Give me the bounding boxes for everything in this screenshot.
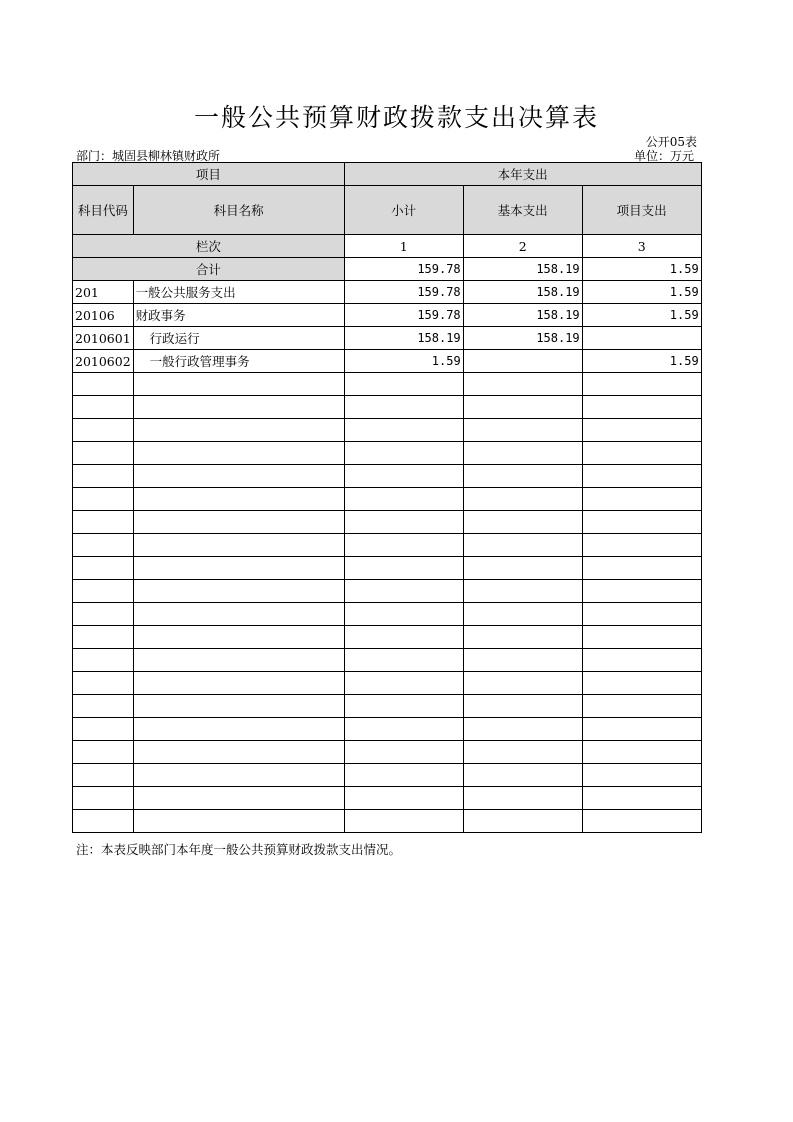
empty-cell bbox=[582, 442, 701, 465]
empty-cell bbox=[73, 488, 134, 511]
cell-basic: 158.19 bbox=[463, 304, 582, 327]
empty-cell bbox=[463, 603, 582, 626]
empty-cell bbox=[73, 810, 134, 833]
empty-row bbox=[73, 764, 702, 787]
cell-code: 2010602 bbox=[73, 350, 134, 373]
cell-basic: 158.19 bbox=[463, 327, 582, 350]
empty-row bbox=[73, 695, 702, 718]
cell-code: 2010601 bbox=[73, 327, 134, 350]
empty-cell bbox=[73, 741, 134, 764]
empty-cell bbox=[133, 534, 344, 557]
empty-cell bbox=[73, 695, 134, 718]
total-subtotal: 159.78 bbox=[344, 258, 463, 281]
empty-row bbox=[73, 488, 702, 511]
empty-cell bbox=[463, 511, 582, 534]
empty-cell bbox=[133, 511, 344, 534]
empty-cell bbox=[463, 373, 582, 396]
empty-cell bbox=[344, 373, 463, 396]
empty-cell bbox=[344, 580, 463, 603]
empty-cell bbox=[463, 741, 582, 764]
empty-cell bbox=[463, 580, 582, 603]
empty-cell bbox=[463, 695, 582, 718]
cell-subtotal: 159.78 bbox=[344, 281, 463, 304]
empty-cell bbox=[582, 534, 701, 557]
total-basic: 158.19 bbox=[463, 258, 582, 281]
empty-cell bbox=[463, 465, 582, 488]
empty-cell bbox=[463, 718, 582, 741]
empty-cell bbox=[344, 488, 463, 511]
empty-cell bbox=[582, 718, 701, 741]
empty-cell bbox=[73, 649, 134, 672]
header-project-exp: 项目支出 bbox=[582, 186, 701, 235]
total-label: 合计 bbox=[73, 258, 345, 281]
empty-cell bbox=[344, 465, 463, 488]
empty-cell bbox=[133, 741, 344, 764]
empty-cell bbox=[582, 488, 701, 511]
index-2: 2 bbox=[463, 235, 582, 258]
empty-cell bbox=[463, 626, 582, 649]
header-basic: 基本支出 bbox=[463, 186, 582, 235]
empty-cell bbox=[133, 626, 344, 649]
empty-cell bbox=[344, 741, 463, 764]
empty-cell bbox=[463, 396, 582, 419]
header-row-1 bbox=[73, 163, 702, 186]
empty-cell bbox=[73, 442, 134, 465]
empty-cell bbox=[133, 603, 344, 626]
empty-cell bbox=[344, 603, 463, 626]
empty-row bbox=[73, 718, 702, 741]
empty-cell bbox=[73, 626, 134, 649]
empty-cell bbox=[73, 672, 134, 695]
empty-cell bbox=[463, 787, 582, 810]
empty-cell bbox=[582, 580, 701, 603]
empty-cell bbox=[73, 764, 134, 787]
cell-project: 1.59 bbox=[582, 350, 701, 373]
empty-row bbox=[73, 419, 702, 442]
empty-cell bbox=[344, 396, 463, 419]
empty-cell bbox=[133, 557, 344, 580]
empty-cell bbox=[344, 534, 463, 557]
empty-row bbox=[73, 534, 702, 557]
header-index-row bbox=[73, 235, 702, 258]
table-row bbox=[73, 327, 702, 350]
empty-cell bbox=[133, 488, 344, 511]
empty-row bbox=[73, 603, 702, 626]
header-name: 科目名称 bbox=[133, 186, 344, 235]
empty-cell bbox=[344, 695, 463, 718]
empty-cell bbox=[582, 741, 701, 764]
empty-cell bbox=[133, 787, 344, 810]
expenditure-table bbox=[72, 162, 702, 833]
empty-cell bbox=[133, 465, 344, 488]
empty-cell bbox=[73, 396, 134, 419]
empty-row bbox=[73, 396, 702, 419]
cell-basic: 158.19 bbox=[463, 281, 582, 304]
empty-cell bbox=[73, 534, 134, 557]
empty-cell bbox=[463, 764, 582, 787]
empty-cell bbox=[582, 810, 701, 833]
empty-cell bbox=[133, 419, 344, 442]
empty-cell bbox=[463, 649, 582, 672]
cell-subtotal: 1.59 bbox=[344, 350, 463, 373]
empty-cell bbox=[463, 810, 582, 833]
empty-cell bbox=[73, 557, 134, 580]
cell-code: 201 bbox=[73, 281, 134, 304]
empty-cell bbox=[344, 787, 463, 810]
empty-row bbox=[73, 672, 702, 695]
table-row bbox=[73, 304, 702, 327]
empty-cell bbox=[133, 396, 344, 419]
cell-subtotal: 158.19 bbox=[344, 327, 463, 350]
empty-cell bbox=[133, 672, 344, 695]
empty-cell bbox=[582, 649, 701, 672]
cell-subtotal: 159.78 bbox=[344, 304, 463, 327]
empty-row bbox=[73, 787, 702, 810]
empty-row bbox=[73, 626, 702, 649]
empty-cell bbox=[73, 511, 134, 534]
empty-cell bbox=[463, 419, 582, 442]
empty-cell bbox=[133, 718, 344, 741]
empty-cell bbox=[133, 373, 344, 396]
empty-cell bbox=[344, 511, 463, 534]
total-row bbox=[73, 258, 702, 281]
empty-row bbox=[73, 373, 702, 396]
empty-row bbox=[73, 557, 702, 580]
cell-code: 20106 bbox=[73, 304, 134, 327]
cell-project: 1.59 bbox=[582, 304, 701, 327]
empty-cell bbox=[463, 534, 582, 557]
department-label: 部门：城固县柳林镇财政所 bbox=[76, 149, 221, 163]
cell-project: 1.59 bbox=[582, 281, 701, 304]
header-column-index: 栏次 bbox=[73, 235, 345, 258]
table-number: 公开05表 bbox=[645, 135, 697, 149]
unit-label: 单位：万元 bbox=[633, 149, 694, 163]
empty-cell bbox=[463, 488, 582, 511]
cell-name: 一般行政管理事务 bbox=[133, 350, 344, 373]
empty-row bbox=[73, 442, 702, 465]
empty-cell bbox=[133, 649, 344, 672]
empty-cell bbox=[582, 465, 701, 488]
empty-cell bbox=[344, 810, 463, 833]
header-code: 科目代码 bbox=[73, 186, 134, 235]
table-row bbox=[73, 350, 702, 373]
header-current-year: 本年支出 bbox=[344, 163, 701, 186]
empty-cell bbox=[582, 419, 701, 442]
empty-cell bbox=[582, 764, 701, 787]
total-project: 1.59 bbox=[582, 258, 701, 281]
empty-cell bbox=[73, 787, 134, 810]
empty-cell bbox=[344, 419, 463, 442]
empty-row bbox=[73, 649, 702, 672]
empty-cell bbox=[344, 649, 463, 672]
empty-cell bbox=[133, 695, 344, 718]
empty-cell bbox=[73, 718, 134, 741]
empty-cell bbox=[344, 672, 463, 695]
empty-cell bbox=[73, 419, 134, 442]
empty-cell bbox=[463, 442, 582, 465]
empty-cell bbox=[133, 810, 344, 833]
empty-cell bbox=[582, 626, 701, 649]
cell-project bbox=[582, 327, 701, 350]
empty-cell bbox=[582, 787, 701, 810]
cell-basic bbox=[463, 350, 582, 373]
table-row bbox=[73, 281, 702, 304]
page-title: 一般公共预算财政拨款支出决算表 bbox=[193, 103, 599, 132]
header-row-2 bbox=[73, 186, 702, 235]
empty-cell bbox=[582, 672, 701, 695]
empty-cell bbox=[344, 718, 463, 741]
header-subtotal: 小计 bbox=[344, 186, 463, 235]
empty-cell bbox=[73, 580, 134, 603]
index-1: 1 bbox=[344, 235, 463, 258]
empty-cell bbox=[133, 442, 344, 465]
empty-row bbox=[73, 511, 702, 534]
cell-name: 财政事务 bbox=[133, 304, 344, 327]
empty-row bbox=[73, 741, 702, 764]
empty-cell bbox=[463, 672, 582, 695]
empty-row bbox=[73, 580, 702, 603]
empty-cell bbox=[73, 465, 134, 488]
empty-cell bbox=[344, 626, 463, 649]
empty-cell bbox=[582, 557, 701, 580]
cell-name: 一般公共服务支出 bbox=[133, 281, 344, 304]
empty-cell bbox=[73, 603, 134, 626]
empty-cell bbox=[344, 764, 463, 787]
empty-cell bbox=[344, 557, 463, 580]
empty-cell bbox=[463, 557, 582, 580]
empty-cell bbox=[582, 373, 701, 396]
index-3: 3 bbox=[582, 235, 701, 258]
empty-row bbox=[73, 810, 702, 833]
empty-row bbox=[73, 465, 702, 488]
empty-cell bbox=[582, 603, 701, 626]
empty-cell bbox=[582, 695, 701, 718]
footnote: 注：本表反映部门本年度一般公共预算财政拨款支出情况。 bbox=[76, 842, 402, 857]
empty-cell bbox=[73, 373, 134, 396]
empty-cell bbox=[582, 396, 701, 419]
header-project: 项目 bbox=[73, 163, 345, 186]
empty-cell bbox=[133, 580, 344, 603]
cell-name: 行政运行 bbox=[133, 327, 344, 350]
empty-cell bbox=[344, 442, 463, 465]
empty-cell bbox=[582, 511, 701, 534]
empty-cell bbox=[133, 764, 344, 787]
